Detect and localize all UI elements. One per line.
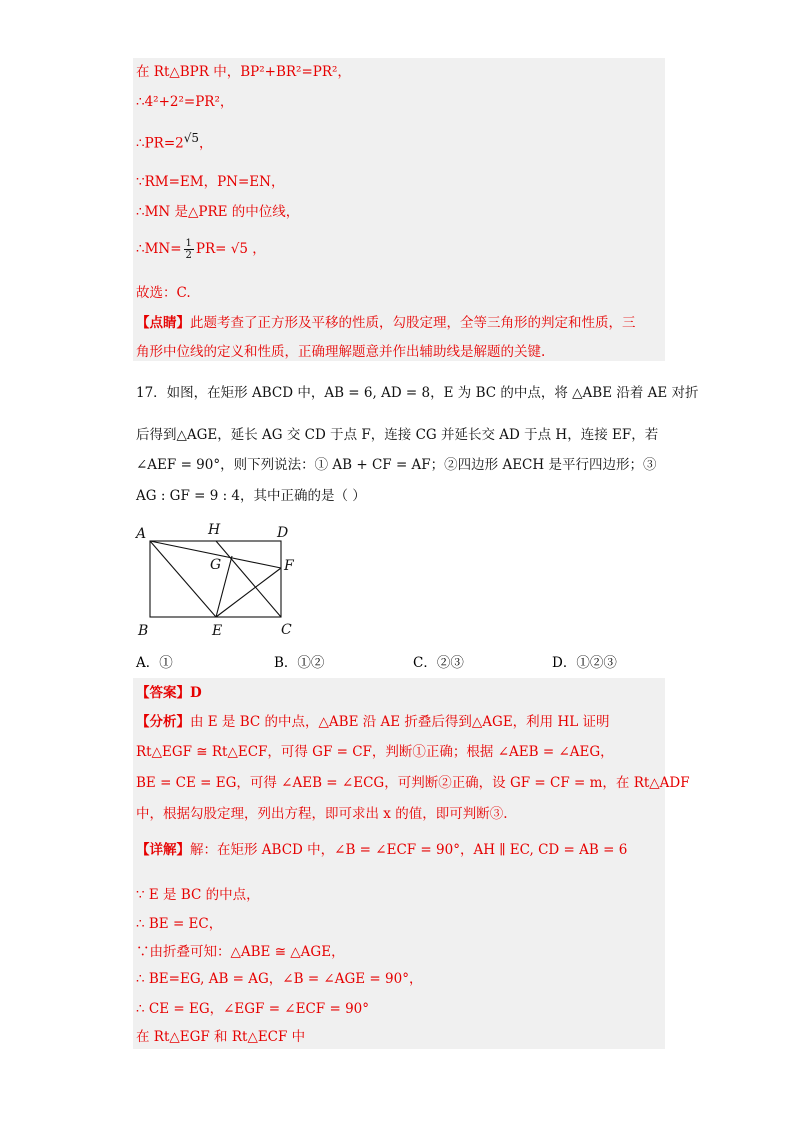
step-line: ∵RM=EM，PN=EN， xyxy=(136,174,285,190)
step-text: ∴MN= xyxy=(136,241,182,257)
detail-step: ∵由折叠可知：△ABE ≅ △AGE， xyxy=(136,944,345,960)
analysis-text: 由 E 是 BC 的中点，△ABE 沿 AE 折叠后得到△AGE，利用 HL 证明 xyxy=(190,714,610,730)
detail-tag: 【详解】 xyxy=(136,842,190,858)
label-a: A xyxy=(136,526,147,542)
answer-block xyxy=(133,678,665,1049)
dianjing-line-2: 角形中位线的定义和性质，正确理解题意并作出辅助线是解题的关键. xyxy=(136,344,546,360)
rect-abcd xyxy=(150,541,281,617)
detail-step: ∴ CE = EG，∠EGF = ∠ECF = 90° xyxy=(136,1001,369,1017)
analysis-line-3: BE = CE = EG，可得 ∠AEB = ∠ECG，可判断②正确，设 GF = CF = m，在 Rt△ADF xyxy=(136,775,690,791)
label-d: D xyxy=(277,525,289,541)
fraction: $\frac{1}{2}$ xyxy=(185,238,192,261)
label-g: G xyxy=(210,557,222,573)
sqrt-symbol: √5 xyxy=(183,131,200,145)
segment-ef xyxy=(216,568,281,617)
step-line: ∴4²+2²=PR²， xyxy=(136,94,234,110)
choice-b: B．①② xyxy=(274,655,325,671)
label-c: C xyxy=(281,622,292,638)
answer-choice-line: 故选：C. xyxy=(136,285,191,301)
label-h: H xyxy=(208,522,221,538)
label-b: B xyxy=(138,623,149,639)
question-line: 17．如图，在矩形 ABCD 中，AB = 6, AD = 8，E 为 BC 的中点，将 △ABE 沿着 AE 对折 xyxy=(136,385,699,401)
analysis-tag: 【分析】 xyxy=(136,714,190,730)
label-e: E xyxy=(212,623,223,639)
question-line: 后得到△AGE，延长 AG 交 CD 于点 F，连接 CG 并延长交 AD 于点 H，连接 EF，若 xyxy=(136,427,659,443)
step-text: PR= √5 ， xyxy=(195,241,266,257)
step-text: ， xyxy=(199,135,213,152)
detail-step: ∵ E 是 BC 的中点， xyxy=(136,887,260,903)
step-text: ∴PR=2 xyxy=(136,135,184,152)
dianjing-tag: 【点睛】 xyxy=(136,315,190,331)
detail-line xyxy=(136,840,627,860)
choice-d: D．①②③ xyxy=(552,655,617,671)
analysis-line-4: 中，根据勾股定理，列出方程，即可求出 x 的值，即可判断③. xyxy=(136,806,508,822)
step-line xyxy=(136,128,213,154)
step-line: ∴MN 是△PRE 的中位线， xyxy=(136,204,300,220)
rectangle-figure xyxy=(130,518,330,648)
label-f: F xyxy=(284,558,294,574)
choice-c: C．②③ xyxy=(413,655,464,671)
analysis-line xyxy=(136,712,610,732)
analysis-line-2: Rt△EGF ≅ Rt△ECF，可得 GF = CF，判断①正确；根据 ∠AEB = ∠AEG， xyxy=(136,744,614,760)
detail-step: ∴ BE = EC， xyxy=(136,916,223,932)
detail-step: 在 Rt△EGF 和 Rt△ECF 中 xyxy=(136,1029,306,1045)
step-line xyxy=(136,238,266,261)
answer-tag: 【答案】D xyxy=(136,685,202,701)
dianjing-text: 此题考查了正方形及平移的性质，勾股定理，全等三角形的判定和性质，三 xyxy=(190,315,636,331)
choice-a: A．① xyxy=(136,655,173,671)
dianjing-line xyxy=(136,313,636,333)
step-line: 在 Rt△BPR 中，BP²+BR²=PR²， xyxy=(136,64,351,80)
detail-step: ∴ BE=EG, AB = AG，∠B = ∠AGE = 90°， xyxy=(136,971,423,987)
detail-text: 解：在矩形 ABCD 中，∠B = ∠ECF = 90°，AH ∥ EC, CD = AB = 6 xyxy=(190,842,628,858)
question-line: AG : GF = 9 : 4，其中正确的是（ ） xyxy=(136,488,366,504)
question-line: ∠AEF = 90°，则下列说法：① AB + CF = AF；②四边形 AECH 是平行四边形；③ xyxy=(136,457,657,473)
